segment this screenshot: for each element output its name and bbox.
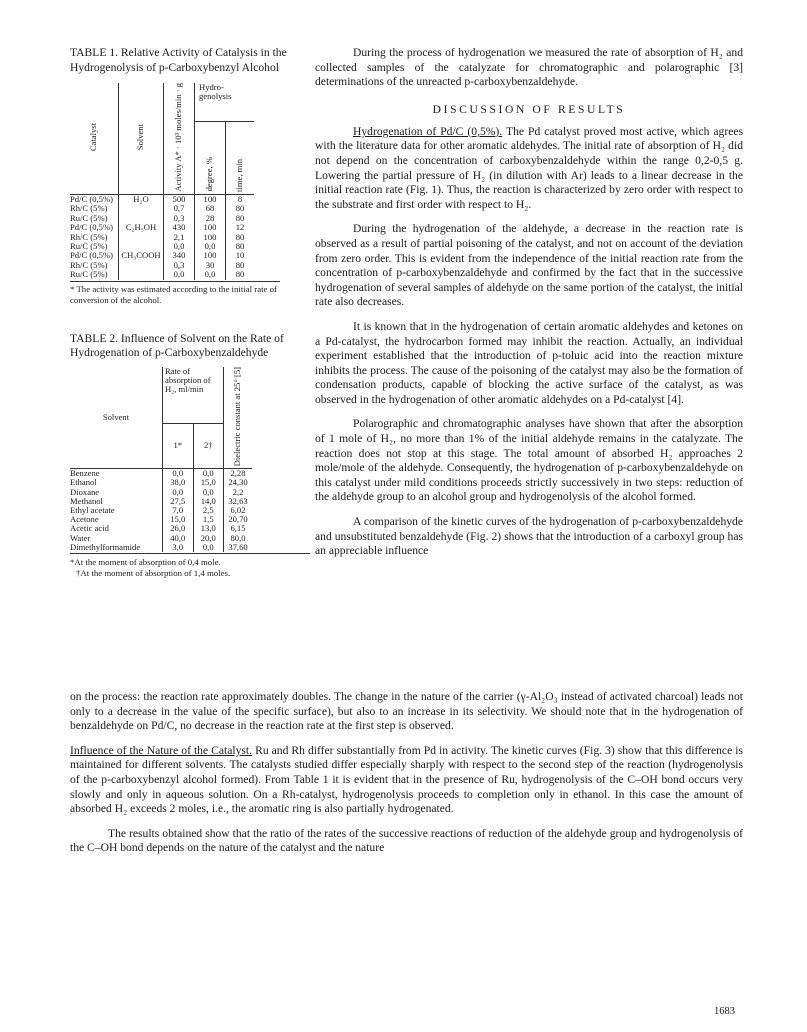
table-row: Rh/C (5%) 0,7 68 80 bbox=[70, 204, 254, 213]
table-row: Rh/C (5%) 2,1 100 80 bbox=[70, 233, 254, 242]
table-row: Pd/C (0,5%) C₂H₅OH 430 100 12 bbox=[70, 223, 254, 232]
table1-header-hydrogenolysis: Hydro-genolysis bbox=[195, 83, 255, 122]
table1-header-catalyst: Catalyst bbox=[70, 83, 119, 194]
full-width-text bbox=[70, 690, 743, 856]
table1-title: TABLE 1. Relative Activity of Catalysis in the Hydrogenolysis of p-Carboxybenzyl Alcohol bbox=[70, 46, 287, 74]
paragraph-inhibition: It is known that in the hydrogenation of certain aromatic aldehydes and ketones on a Pd-catalyst, the hydrocarbon formed may inhibit the reaction. Actually, an individual experiment established that the introduction of p-toluic acid into the reaction mixture inhibits the process. The cause of the poisoning of the catalyst may also be the formation of condensation products, capable of blocking the active surface of the catalyst, as was observed in the hydrogenation of other aromatic aldehydes on a Pd-catalyst [4]. bbox=[315, 319, 743, 406]
table-row: Ru/C (5%) 0,3 28 80 bbox=[70, 214, 254, 223]
table2-header-rate: Rate of absorption of H₂, ml/min bbox=[163, 367, 224, 424]
table-row: Water 40,0 20,0 80,0 bbox=[70, 534, 252, 543]
table2-header-dielectric: Dielectric constant at 25° [5] bbox=[224, 367, 253, 469]
table-row: Acetic acid 26,0 13,0 6,15 bbox=[70, 524, 252, 533]
paragraph-catalyst-nature: Influence of the Nature of the Catalyst. Ru and Rh differ substantially from Pd in activity. The kinetic curves (Fig. 3) show that this difference is maintained for different solvents. The catalysts studied differ especially sharply with respect to the second step of the reaction (hydrogenolysis of the p-carboxybenzyl alcohol formed). From Table 1 it is evident that in the presence of Ru, hydrogenolysis of the C–OH bond occurs very slowly and only in aqueous solution. On a Rh-catalyst, hydrogenolysis proceeds to completion only in ethanol. In this case the amount of absorbed H₂ exceeds 2 moles, i.e., the aromatic ring is also partially hydrogenated. bbox=[70, 743, 743, 816]
subheading-pd: Hydrogenation of Pd/C (0,5%). bbox=[353, 124, 503, 138]
table-row: Methanol 27,5 14,0 32,63 bbox=[70, 497, 252, 506]
table1-header-activity: Activity A* · 10³ moles/min · g bbox=[164, 83, 195, 194]
paragraph-results: The results obtained show that the ratio of the rates of the successive reactions of reduction of the aldehyde group and hydrogenolysis of the C–OH bond depends on the nature of the catalyst and the nature bbox=[70, 826, 743, 855]
table1-footnote: * The activity was estimated according to the initial rate of conversion of the alcohol. bbox=[70, 283, 277, 305]
paragraph-poisoning: During the hydrogenation of the aldehyde, a decrease in the reaction rate is observed as a result of partial poisoning of the catalyst, and not on account of the deviation from zero order. This is evident from the independence of the initial reaction rate from the concentration of p-carboxybenzaldehyde and confirmed by the fact that in the successive hydrogenation of several samples of aldehyde on the same portion of the catalyst, the initial rate also decreases. bbox=[315, 222, 743, 309]
table-row: Dimethylformamide 3,0 0,0 37,60 bbox=[70, 543, 252, 552]
paragraph-comparison-start: A comparison of the kinetic curves of the hydrogenation of p-carboxybenzaldehyde and unsubstituted benzaldehyde (Fig. 2) shows that the introduction of a carboxyl group has an appreciable influence bbox=[315, 515, 743, 558]
table-row: Benzene 0,0 0,0 2,28 bbox=[70, 469, 252, 479]
table-row: Ethanol 38,0 15,0 24,30 bbox=[70, 478, 252, 487]
table2-footnote-1: *At the moment of absorption of 0,4 mole. bbox=[70, 557, 221, 568]
intro-paragraph: During the process of hydrogenation we measured the rate of absorption of H₂ and collected samples of the catalyzate for chromatographic and polarographic [3] determinations of the unreacted p-carboxybenzaldehyde. bbox=[315, 46, 743, 89]
table1 bbox=[70, 83, 254, 280]
table1-header-solvent: Solvent bbox=[119, 83, 164, 194]
paragraph-comparison-continued: on the process: the reaction rate approximately doubles. The change in the nature of the carrier (γ-Al₂O₃ instead of activated charcoal) leads not only to a decrease in the value of the specific surface), but also to an increase in its selectivity. We should note that in the hydrogenation of benzaldehyde on Pd/C, no decrease in the reaction rate at the first step is observed. bbox=[70, 690, 743, 733]
left-column bbox=[70, 46, 292, 579]
table-row: Ethyl acetate 7,0 2,5 6,02 bbox=[70, 506, 252, 515]
paragraph-pd-catalyst: Hydrogenation of Pd/C (0,5%). The Pd catalyst proved most active, which agrees with the literature data for other aromatic aldehydes. The initial rate of absorption of H₂ did not depend on the concentration of carboxybenzaldehyde within the range 0,2-0,5 g. Lowering the partial pressure of H₂ (in dilution with Ar) leads to a linear decrease in the initial reaction rate (Fig. 1). Thus, the reaction is characterized by zero order with respect to the substrate and first order with respect to H₂. bbox=[315, 124, 743, 211]
table1-header-time: time, min bbox=[226, 122, 255, 195]
table-row: Dioxane 0,0 0,0 2,2 bbox=[70, 488, 252, 497]
table-row: Rh/C (5%) 0,3 30 80 bbox=[70, 261, 254, 270]
table2-footnote-2: †At the moment of absorption of 1,4 moles. bbox=[76, 568, 231, 579]
right-column bbox=[315, 46, 743, 559]
table-row: Pd/C (0,5%) H₂O 500 100 8 bbox=[70, 194, 254, 204]
table2-header-solvent: Solvent bbox=[70, 367, 163, 469]
table2-header-col1: 1* bbox=[163, 423, 194, 469]
table2-title: TABLE 2. Influence of Solvent on the Rate of Hydrogenation of p-Carboxybenzaldehyde bbox=[70, 331, 284, 360]
subheading-catalyst-nature: Influence of the Nature of the Catalyst. bbox=[70, 743, 253, 757]
table-row: Ru/C (5%) 0,0 0,0 80 bbox=[70, 242, 254, 251]
table-row: Ru/C (5%) 0,0 0,0 80 bbox=[70, 270, 254, 279]
page-number: 1683 bbox=[714, 1006, 735, 1017]
table1-header-degree: degree, % bbox=[195, 122, 226, 195]
section-heading: DISCUSSION OF RESULTS bbox=[432, 102, 626, 116]
paragraph-analyses: Polarographic and chromatographic analyses have shown that after the absorption of 1 mole of H₂, no more than 1% of the initial aldehyde remains in the catalyzate. The reaction does not stop at this stage. The total amount of absorbed H₂ approaches 2 mole/mole of the aldehyde. Consequently, the hydrogenation of p-carboxybenzaldehyde on this catalyst under mild conditions proceeds strictly successively in two steps: reduction of the aldehyde group to an alcohol group and hydrogenolysis of the alcohol formed. bbox=[315, 417, 743, 504]
table-row: Pd/C (0,5%) CH₃COOH 340 100 10 bbox=[70, 251, 254, 260]
table-row: Acetone 15,0 1,5 20,70 bbox=[70, 515, 252, 524]
table2-header-col2: 2† bbox=[193, 423, 224, 469]
table2 bbox=[70, 367, 252, 552]
